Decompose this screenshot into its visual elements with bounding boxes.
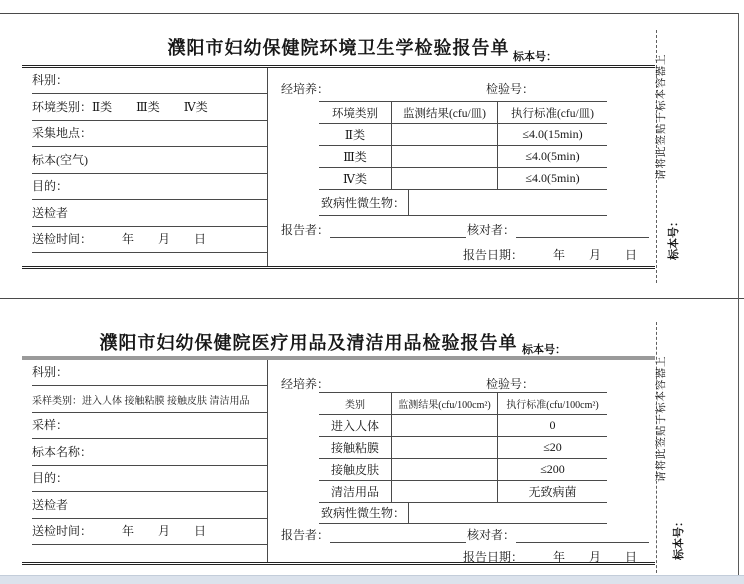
form2-reporter-label: 报告者：: [281, 528, 330, 542]
form1-side-specimen-label: 标本号：: [668, 216, 680, 260]
form2-checker-label: 核对者：: [467, 528, 516, 542]
form1-specimen-no-label: 标本号：: [513, 51, 557, 63]
form2-side-specimen-label: 标本号：: [673, 516, 685, 560]
form1-report-date-line: 报告日期： 年 月 日: [462, 248, 637, 262]
form1-reporter-label: 报告者：: [281, 223, 330, 237]
form2-report-date-line: 报告日期： 年 月 日: [462, 550, 637, 564]
form1-results-table: [319, 101, 607, 190]
form2-left-column: [22, 360, 268, 562]
form2-col-header-category: 类别: [319, 393, 391, 415]
form2-table-block: [22, 356, 655, 565]
form2-row3-result-cell[interactable]: [391, 481, 497, 503]
form1-right-column: [268, 68, 655, 266]
form1-purpose-label: 目的：: [32, 179, 69, 194]
form2-row1-category: 接触粘膜: [319, 437, 391, 459]
form2-specimen-no-label: 标本号：: [522, 344, 566, 356]
form2-row2-category: 接触皮肤: [319, 459, 391, 481]
form1-collect-site-label: 采集地点：: [32, 126, 93, 141]
form2-purpose-label: 目的：: [32, 471, 69, 486]
form2-send-time-field[interactable]: [32, 519, 267, 545]
form2-col-header-result: 监测结果(cfu/100cm²): [391, 393, 497, 415]
form2-checker-input[interactable]: [516, 528, 649, 543]
form1-env-category-label: 环境类别：Ⅱ类 Ⅲ类 Ⅳ类: [32, 99, 208, 114]
form1-pathogen-row: [319, 189, 607, 216]
form1-col-header-result: 监测结果(cfu/皿): [391, 102, 497, 124]
form1-pathogen-input[interactable]: [409, 189, 607, 215]
form1-table-block: [22, 65, 655, 269]
form1-row0-result-cell[interactable]: [391, 124, 497, 146]
form2-signature-row: [280, 525, 649, 543]
form1-culture-label: 经培养：: [281, 82, 330, 96]
page-divider-rule: [0, 298, 744, 299]
form2-sample-field[interactable]: [32, 413, 267, 439]
form1-row1-standard: ≤4.0(5min): [497, 146, 607, 168]
form2-sample-category-field[interactable]: [32, 386, 267, 412]
form2-purpose-field[interactable]: [32, 466, 267, 492]
form2-sample-category-label: 采样类别：进入人体 接触粘膜 接触皮肤 清洁用品: [32, 395, 250, 407]
form1-row2-result-cell[interactable]: [391, 168, 497, 190]
form2-results-table: [319, 392, 607, 503]
form1-checker-input[interactable]: [516, 223, 649, 238]
form2-row0-standard: 0: [497, 415, 607, 437]
form1-side-note: 请将此签贴于标本容器上: [656, 53, 667, 180]
form1-row0-category: Ⅱ类: [319, 124, 391, 146]
form1-testno-label: 检验号：: [486, 82, 535, 96]
form1-dept-label: 科别：: [32, 73, 69, 88]
form2-row1-result-cell[interactable]: [391, 437, 497, 459]
form2-testno-label: 检验号：: [486, 377, 535, 391]
form2-row3-category: 清洁用品: [319, 481, 391, 503]
top-rule: [0, 13, 739, 14]
form1-specimen-label: 标本(空气): [32, 152, 88, 167]
form1-row2-category: Ⅳ类: [319, 168, 391, 190]
form2-left-spacer: [22, 545, 267, 562]
form2-row2-result-cell[interactable]: [391, 459, 497, 481]
form2-row0-result-cell[interactable]: [391, 415, 497, 437]
form1-send-time-label: 送检时间： 年 月 日: [32, 231, 207, 246]
form2-col-header-standard: 执行标准(cfu/100cm²): [497, 393, 607, 415]
form2-send-time-label: 送检时间： 年 月 日: [32, 523, 207, 538]
form1-send-time-field[interactable]: [32, 227, 267, 253]
form1-purpose-field[interactable]: [32, 174, 267, 200]
form2-pathogen-input[interactable]: [409, 502, 607, 523]
form2-pathogen-row: [319, 502, 607, 524]
form1-col-header-standard: 执行标准(cfu/皿): [497, 102, 607, 124]
form1-dept-field[interactable]: [32, 68, 267, 94]
form1-pathogen-label: 致病性微生物：: [319, 189, 409, 215]
form2-sender-field[interactable]: [32, 492, 267, 518]
form1-row2-standard: ≤4.0(5min): [497, 168, 607, 190]
form2-side-note: 请将此签贴于标本容器上: [656, 355, 667, 482]
form2-row2-standard: ≤200: [497, 459, 607, 481]
form1-title: 濮阳市妇幼保健院环境卫生学检验报告单: [167, 38, 510, 58]
form1-col-header-category: 环境类别: [319, 102, 391, 124]
viewport-bottom-strip: [0, 575, 744, 584]
form1-sender-label: 送检者: [32, 205, 69, 220]
form1-env-category-field[interactable]: [32, 94, 267, 120]
form1-checker-label: 核对者：: [467, 223, 516, 237]
form1-reporter-input[interactable]: [330, 223, 466, 238]
form1-signature-row: [280, 220, 649, 238]
form2-row3-standard: 无致病菌: [497, 481, 607, 503]
form1-left-spacer: [22, 253, 267, 266]
form2-dept-field[interactable]: [32, 360, 267, 386]
form2-sender-label: 送检者: [32, 497, 69, 512]
form2-right-column: [268, 360, 655, 562]
form1-row1-result-cell[interactable]: [391, 146, 497, 168]
form1-left-column: [22, 68, 268, 266]
form2-culture-label: 经培养：: [281, 377, 330, 391]
form1-row1-category: Ⅲ类: [319, 146, 391, 168]
right-page-border: [738, 13, 739, 575]
form2-dept-label: 科别：: [32, 365, 69, 380]
form2-sample-label: 采样：: [32, 418, 69, 433]
form2-specimen-name-field[interactable]: [32, 439, 267, 465]
form1-sender-field[interactable]: [32, 200, 267, 226]
form2-row1-standard: ≤20: [497, 437, 607, 459]
form1-row0-standard: ≤4.0(15min): [497, 124, 607, 146]
form1-collect-site-field[interactable]: [32, 121, 267, 147]
form2-pathogen-label: 致病性微生物：: [319, 502, 409, 523]
form2-reporter-input[interactable]: [330, 528, 466, 543]
form2-row0-category: 进入人体: [319, 415, 391, 437]
form2-title: 濮阳市妇幼保健院医疗用品及清洁用品检验报告单: [99, 333, 518, 353]
form2-specimen-name-label: 标本名称：: [32, 444, 93, 459]
form1-specimen-field[interactable]: [32, 147, 267, 173]
